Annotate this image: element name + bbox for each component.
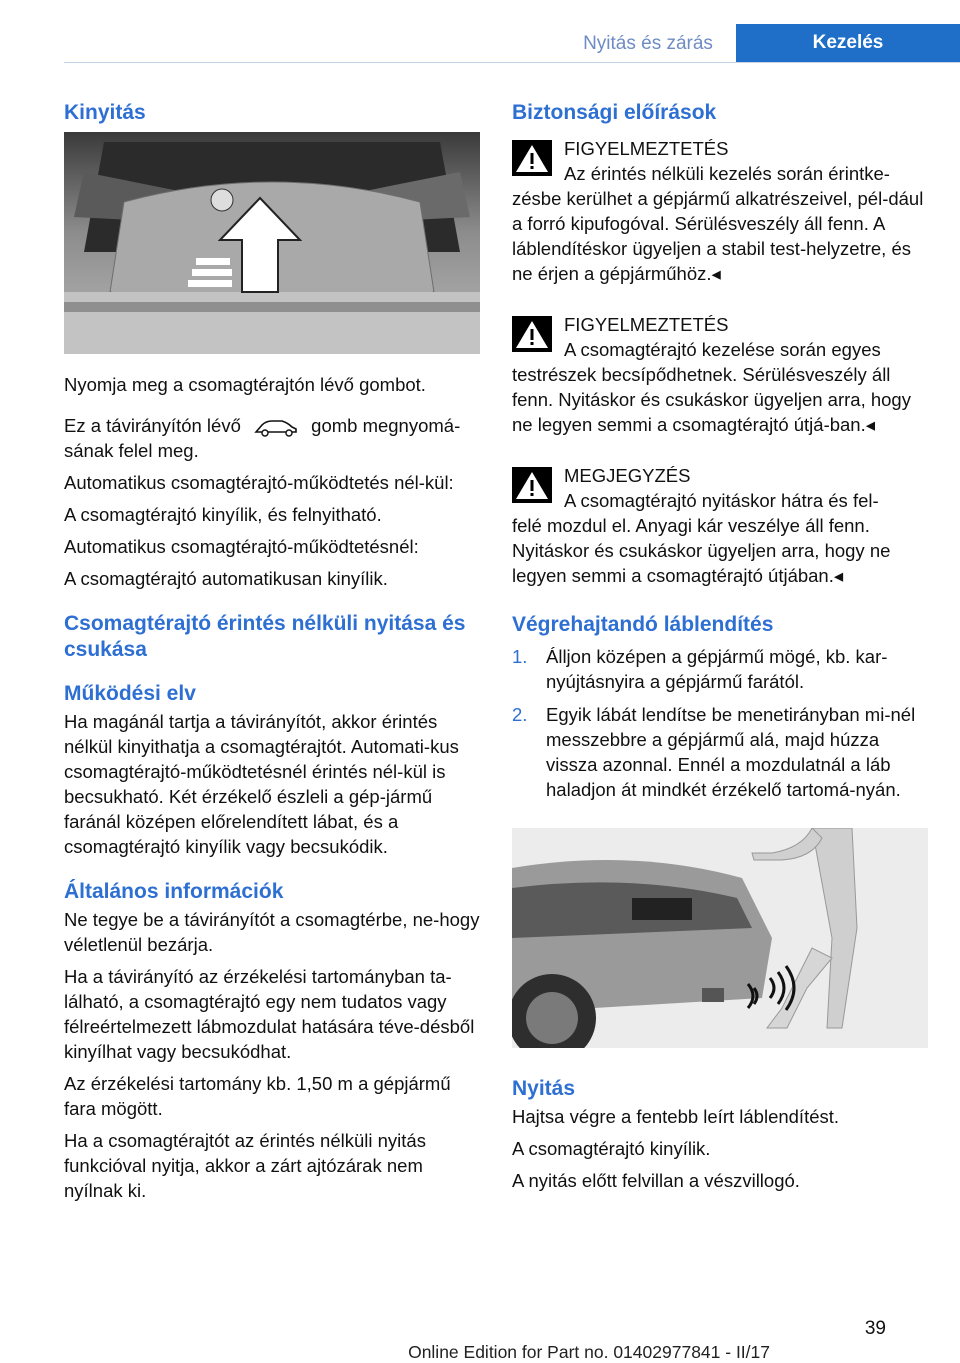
right-p2: A csomagtérajtó kinyílik. xyxy=(512,1138,711,1159)
warning-1-rest: zésbe kerülhet a gépjármű alkatrészeivel, pél-dául a forró kipufogóval. Sérülésveszély áll fenn. A láblendítéskor ügyeljen a stabil test-helyzetre, és ne érjen a gépjárműhöz.◂ xyxy=(512,188,924,284)
right-p3: A nyitás előtt felvillan a vészvillogó. xyxy=(512,1170,800,1191)
left-column xyxy=(64,100,480,1210)
warning-block-3 xyxy=(512,463,928,588)
step-list xyxy=(512,644,928,802)
left-p1: Nyomja meg a csomagtérajtón lévő gombot. xyxy=(64,374,426,395)
tailgate-illustration xyxy=(64,132,480,354)
warning-2-rest: testrészek becsípődhetnek. Sérülésveszély áll fenn. Nyitáskor és csukáskor ügyeljen arra, hogy ne legyen semmi a csomagtérajtó útjá-ban.◂ xyxy=(512,364,911,435)
heading-csomagterajto: Csomagtérajtó érintés nélküli nyitása és csukása xyxy=(64,612,466,661)
warning-3-title: MEGJEGYZÉS xyxy=(564,465,691,486)
heading-mukodesi-elv: Működési elv xyxy=(64,682,196,705)
left-p4: A csomagtérajtó kinyílik, és felnyitható. xyxy=(64,504,382,525)
left-p11: Ha a csomagtérajtót az érintés nélküli nyitás funkcióval nyitja, akkor a zárt ajtózárak nem nyílnak ki. xyxy=(64,1130,426,1201)
left-p3: Automatikus csomagtérajtó-működtetés nél-kül: xyxy=(64,472,454,493)
step-text: Álljon középen a gépjármű mögé, kb. kar-nyújtásnyira a gépjármű farától. xyxy=(546,646,888,692)
list-item xyxy=(512,702,928,802)
left-p2a: Ez a távirányítón lévő xyxy=(64,415,241,436)
warning-triangle-icon xyxy=(512,316,552,352)
kick-gesture-illustration xyxy=(512,828,928,1048)
warning-3-rest: felé mozdul el. Anyagi kár veszélye áll fenn. Nyitáskor és csukáskor ügyeljen arra, hogy ne legyen semmi a csomagtérajtó útjában.◂ xyxy=(512,515,891,586)
right-column xyxy=(512,100,928,1200)
kick-gesture-photo xyxy=(512,828,928,1048)
heading-nyitas: Nyitás xyxy=(512,1077,576,1100)
heading-biztonsagi: Biztonsági előírások xyxy=(512,101,717,124)
step-number: 2. xyxy=(512,704,528,725)
left-p8: Ne tegye be a távirányítót a csomagtérbe, ne-hogy véletlenül bezárja. xyxy=(64,909,480,955)
warning-2-title: FIGYELMEZTETÉS xyxy=(564,314,729,335)
warning-2-first: A csomagtérajtó kezelése során egyes xyxy=(564,339,881,360)
edition-label: Online Edition for Part no. 01402977841 - II/17 xyxy=(408,1342,770,1362)
warning-3-first: A csomagtérajtó nyitáskor hátra és fel- xyxy=(564,490,879,511)
left-p10: Az érzékelési tartomány kb. 1,50 m a gépjármű fara mögött. xyxy=(64,1073,451,1119)
left-p5: Automatikus csomagtérajtó-működtetésnél: xyxy=(64,536,419,557)
warning-triangle-icon xyxy=(512,467,552,503)
car-key-icon xyxy=(252,417,300,437)
right-p1: Hajtsa végre a fentebb leírt láblendítést. xyxy=(512,1106,840,1127)
list-item xyxy=(512,644,928,694)
page-number: 39 xyxy=(864,1318,886,1339)
warning-1-title: FIGYELMEZTETÉS xyxy=(564,138,729,159)
step-number: 1. xyxy=(512,646,528,667)
left-p7: Ha magánál tartja a távirányítót, akkor érintés nélkül kinyithatja a csomagtérajtót. Automati-kus csomagtérajtó-működtetésnél érintés nél-kül is becsukható. Két érzékelő észleli a gép-jármű faránál középen előrelendített lábat, és a csomagtérajtó kinyílik vagy becsukódik. xyxy=(64,711,459,857)
left-p2b: gomb megnyomá-sának felel meg. xyxy=(64,415,461,461)
step-text: Egyik lábát lendítse be menetirányban mi-nél messzebbre a gépjármű alá, majd húzza vissza azonnal. Ennél a mozdulatnál a láb haladjon át mindkét érzékelő tartomá-nyán. xyxy=(546,704,916,800)
warning-triangle-icon xyxy=(512,140,552,176)
left-p9: Ha a távirányító az érzékelési tartományban ta-lálható, a csomagtérajtó egy nem tudatos vagy félreértelmezett lábmozdulat hatására téve-désből kinyílhat vagy becsukódhat. xyxy=(64,966,475,1062)
left-p6: A csomagtérajtó automatikusan kinyílik. xyxy=(64,568,388,589)
header-rule xyxy=(64,62,960,63)
warning-block-2 xyxy=(512,312,928,437)
warning-block-1 xyxy=(512,136,928,286)
heading-vegrehajtando: Végrehajtandó láblendítés xyxy=(512,613,774,636)
tailgate-photo xyxy=(64,132,480,354)
header-tab-kezeles[interactable]: Kezelés xyxy=(736,24,960,62)
left-p2 xyxy=(64,413,480,463)
header-section-title: Nyitás és zárás xyxy=(583,33,713,54)
heading-kinyitas: Kinyitás xyxy=(64,101,146,124)
warning-1-first: Az érintés nélküli kezelés során érintke- xyxy=(564,163,890,184)
heading-altalanos: Általános információk xyxy=(64,880,284,903)
